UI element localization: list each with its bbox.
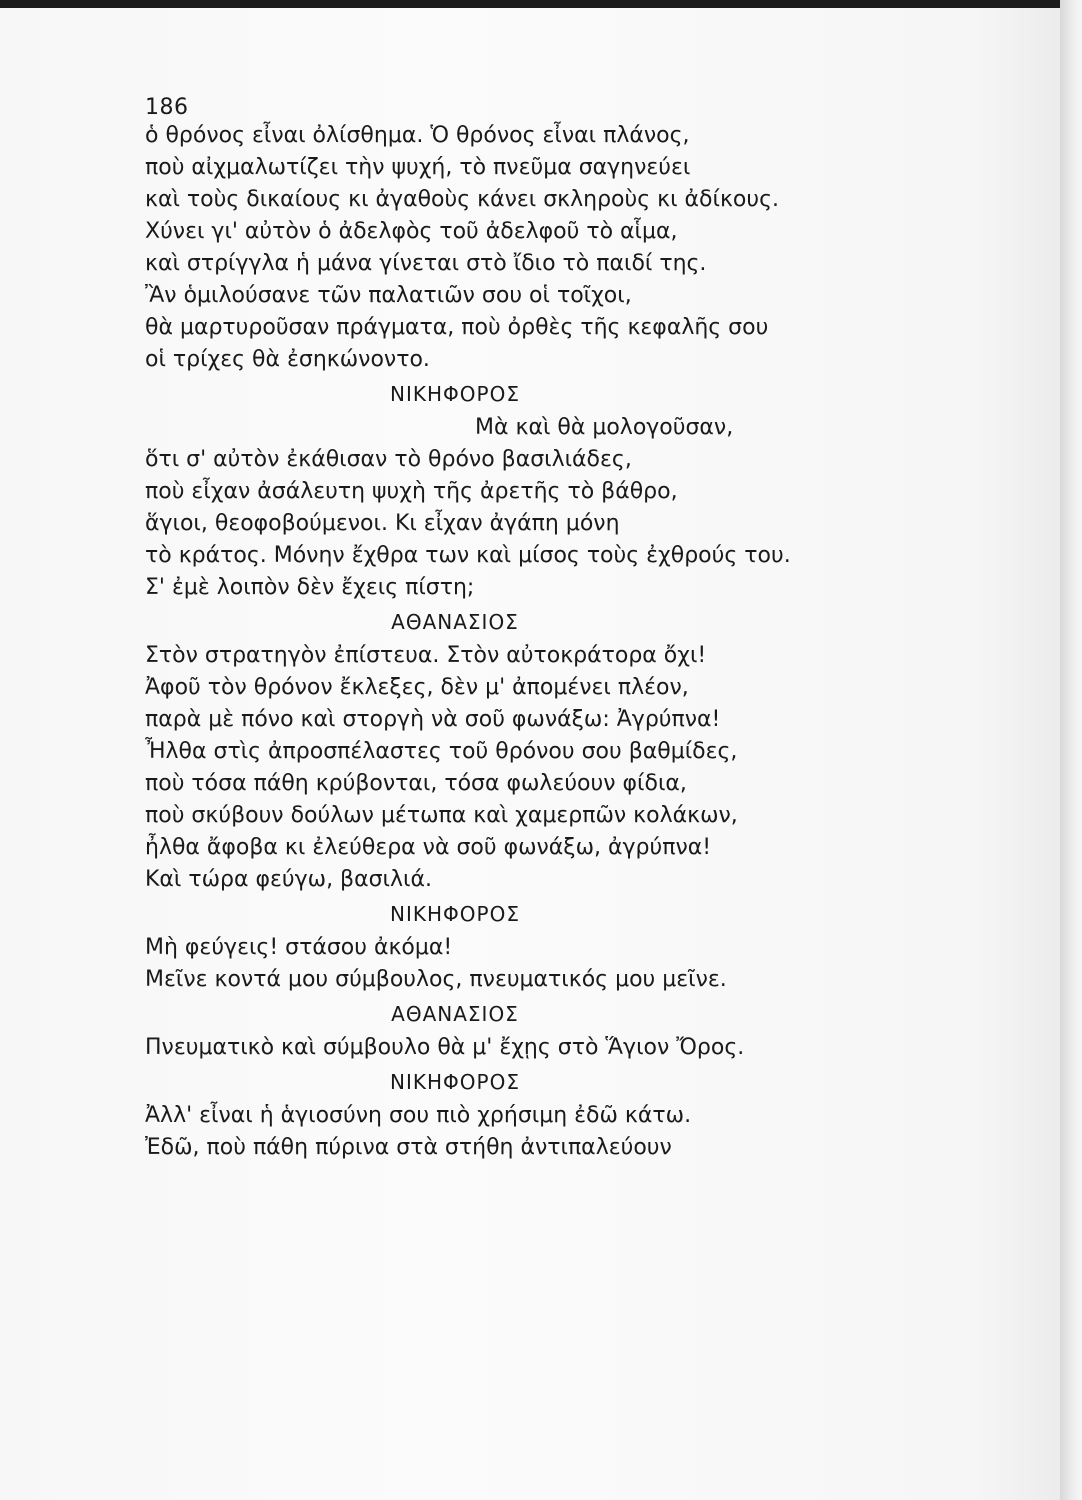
speech-block	[145, 120, 945, 376]
speech-block	[145, 606, 945, 896]
verse-line: ὅτι σ' αὐτὸν ἐκάθισαν τὸ θρόνο βασιλιάδες,	[145, 447, 632, 472]
verse-line: παρὰ μὲ πόνο καὶ στοργὴ νὰ σοῦ φωνάξω: Ἀγρύπνα!	[145, 707, 721, 732]
verse-line: ἦλθα ἄφοβα κι ἐλεύθερα νὰ σοῦ φωνάξω, ἀγρύπνα!	[145, 835, 712, 860]
verse-line: Ἦλθα στὶς ἀπροσπέλαστες τοῦ θρόνου σου βαθμίδες,	[145, 739, 738, 764]
verse-line: ποὺ τόσα πάθη κρύβονται, τόσα φωλεύουν φίδια,	[145, 771, 687, 796]
verse-line: ποὺ εἶχαν ἀσάλευτη ψυχὴ τῆς ἀρετῆς τὸ βάθρο,	[145, 479, 678, 504]
verse-line: καὶ τοὺς δικαίους κι ἀγαθοὺς κάνει σκληροὺς κι ἀδίκους.	[145, 187, 780, 212]
speech-block	[145, 998, 945, 1064]
verse-line: καὶ στρίγγλα ἡ μάνα γίνεται στὸ ἴδιο τὸ παιδί της.	[145, 251, 707, 276]
verse-line: Καὶ τώρα φεύγω, βασιλιά.	[145, 867, 432, 892]
verse-line: Πνευματικὸ καὶ σύμβουλο θὰ μ' ἔχῃς στὸ Ἅγιον Ὄρος.	[145, 1035, 745, 1060]
speaker-name: ΝΙΚΗΦΟΡΟΣ	[390, 902, 520, 926]
verse-line: ὁ θρόνος εἶναι ὀλίσθημα. Ὁ θρόνος εἶναι πλάνος,	[145, 123, 690, 148]
page-top-shadow	[0, 0, 1082, 8]
speaker-name: ΝΙΚΗΦΟΡΟΣ	[390, 382, 520, 406]
verse-line: Ἐδῶ, ποὺ πάθη πύρινα στὰ στήθη ἀντιπαλεύουν	[145, 1135, 672, 1160]
verse-line: ἅγιοι, θεοφοβούμενοι. Κι εἶχαν ἀγάπη μόνη	[145, 511, 620, 536]
verse-line: Στὸν στρατηγὸν ἐπίστευα. Στὸν αὐτοκράτορα ὄχι!	[145, 643, 707, 668]
verse-line: Ἀφοῦ τὸν θρόνον ἔκλεξες, δὲν μ' ἀπομένει πλέον,	[145, 675, 689, 700]
speaker-name: ΑΘΑΝΑΣΙΟΣ	[391, 610, 519, 634]
verse-line: Σ' ἐμὲ λοιπὸν δὲν ἔχεις πίστη;	[145, 575, 475, 600]
speaker-name: ΑΘΑΝΑΣΙΟΣ	[391, 1002, 519, 1026]
verse-line: Μὴ φεύγεις! στάσου ἀκόμα!	[145, 935, 453, 960]
verse-line: Μὰ καὶ θὰ μολογοῦσαν,	[475, 415, 734, 440]
verse-line: τὸ κράτος. Μόνην ἔχθρα των καὶ μίσος τοὺς ἐχθρούς του.	[145, 543, 791, 568]
speaker-name: ΝΙΚΗΦΟΡΟΣ	[390, 1070, 520, 1094]
verse-line: Μεῖνε κοντά μου σύμβουλος, πνευματικός μου μεῖνε.	[145, 967, 727, 992]
verse-line: Ἂν ὁμιλούσανε τῶν παλατιῶν σου οἱ τοῖχοι,	[145, 283, 632, 308]
verse-line: Ἀλλ' εἶναι ἡ ἁγιοσύνη σου πιὸ χρήσιμη ἐδῶ κάτω.	[145, 1103, 692, 1128]
speech-block	[145, 898, 945, 996]
speech-block	[145, 378, 945, 604]
verse-line: θὰ μαρτυροῦσαν πράγματα, ποὺ ὀρθὲς τῆς κεφαλῆς σου	[145, 315, 769, 340]
page-gutter-shadow	[1060, 0, 1082, 1500]
verse-line: Χύνει γι' αὐτὸν ὁ ἀδελφὸς τοῦ ἀδελφοῦ τὸ αἷμα,	[145, 219, 678, 244]
verse-line: ποὺ αἰχμαλωτίζει τὴν ψυχή, τὸ πνεῦμα σαγηνεύει	[145, 155, 691, 180]
page-number: 186	[145, 95, 189, 120]
speech-block	[145, 1066, 945, 1164]
verse-line: ποὺ σκύβουν δούλων μέτωπα καὶ χαμερπῶν κολάκων,	[145, 803, 738, 828]
verse-line: οἱ τρίχες θὰ ἐσηκώνοντο.	[145, 347, 430, 372]
verse-text	[145, 120, 945, 1164]
